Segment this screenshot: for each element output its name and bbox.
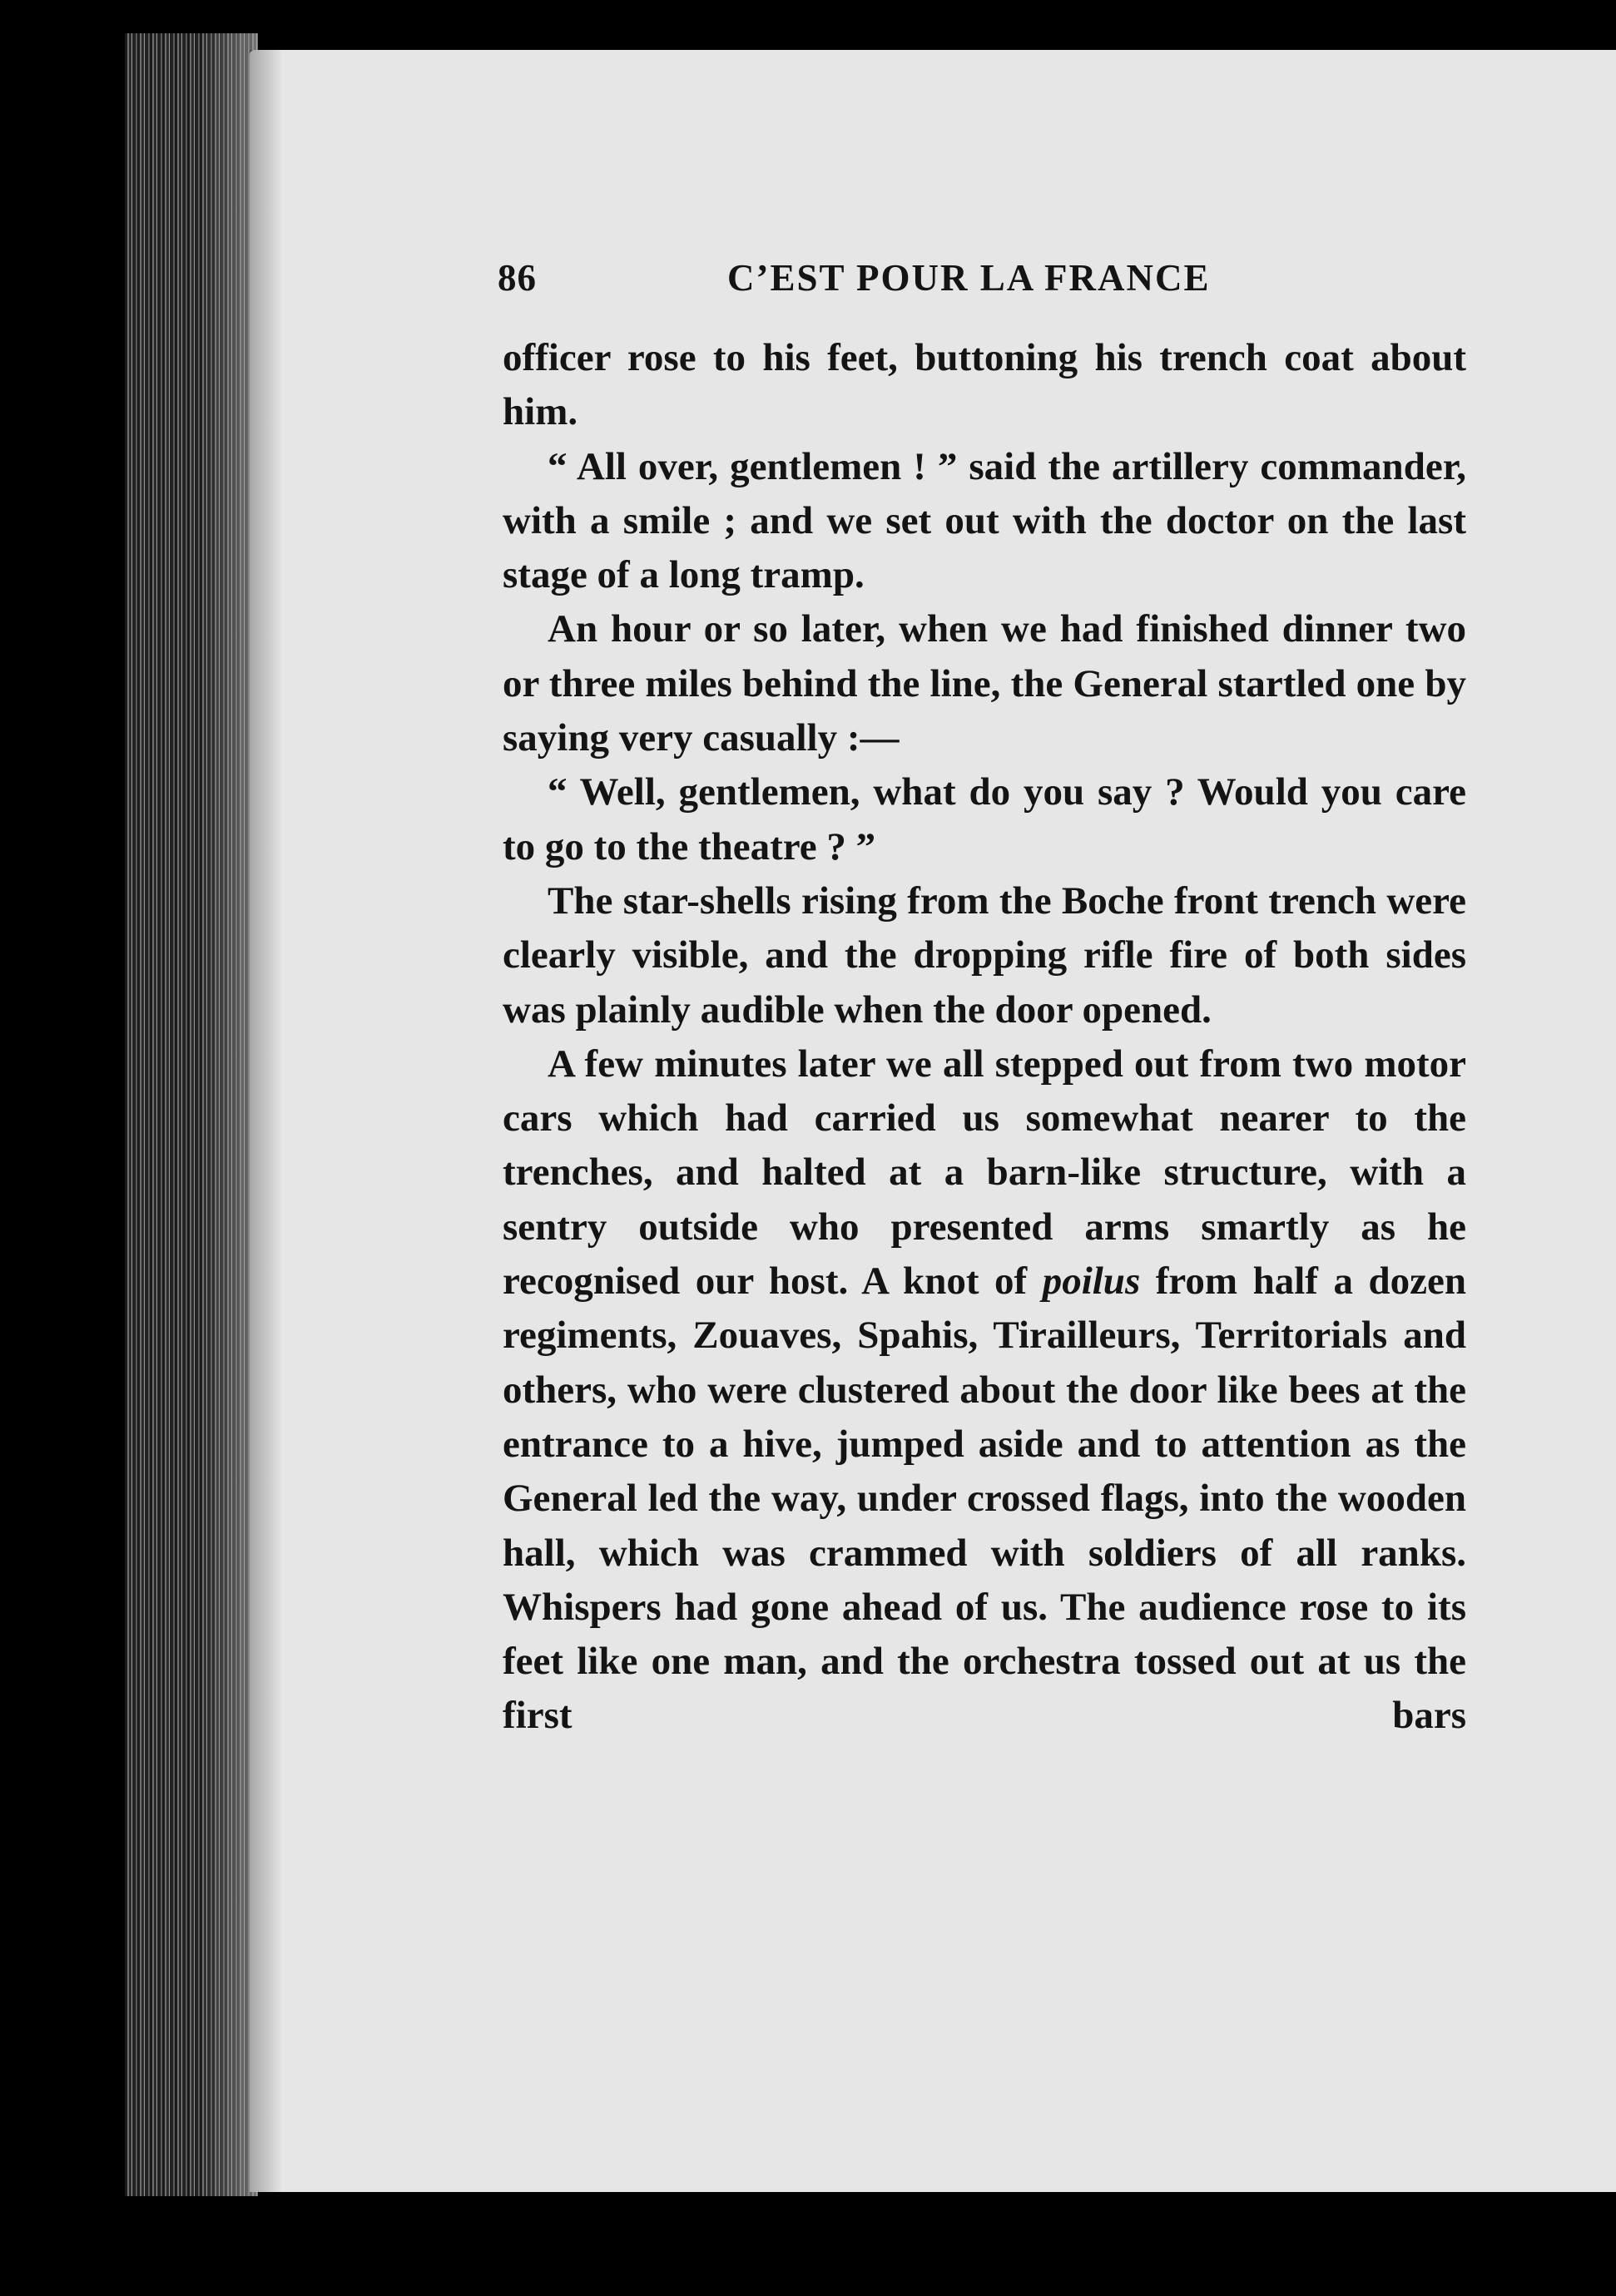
- paragraph-6-text-end: from half a dozen regiments, Zouaves, Spahis, Tirailleurs, Territorials and others, who were clustered about the door like bees at the entrance to a hive, jumped aside and to attention as the General led the way, under crossed flags, into the wooden hall, which was crammed with soldiers of all ranks. Whispers had gone ahead of us. The audience rose to its feet like one man, and the orchestra tossed out at us the first bars: [503, 1259, 1466, 1738]
- paragraph-2: “ All over, gentlemen ! ” said the artillery commander, with a smile ; and we set out with the doctor on the last stage of a long tramp.: [503, 444, 1466, 597]
- running-header: [498, 256, 1471, 306]
- body-text: [503, 331, 1466, 1744]
- paragraph-5: The star-shells rising from the Boche front trench were clearly visible, and the dropping rifle fire of both sides was plainly audible when the door opened.: [503, 878, 1466, 1032]
- running-title: C’EST POUR LA FRANCE: [727, 257, 1211, 299]
- paragraph-1: officer rose to his feet, buttoning his trench coat about him.: [503, 336, 1466, 434]
- paragraph-4: “ Well, gentlemen, what do you say ? Would you care to go to the theatre ? ”: [503, 770, 1466, 868]
- paragraph-3: An hour or so later, when we had finished dinner two or three miles behind the line, the General startled one by saying very casually :—: [503, 607, 1466, 760]
- paragraph-6: [503, 1037, 1466, 1744]
- paragraph-6-italic-word: poilus: [1042, 1259, 1141, 1304]
- page-gutter-shadow: [250, 50, 283, 2192]
- page-number: 86: [498, 257, 537, 299]
- paragraph-6-text-start: A few minutes later we all stepped out from two motor cars which had carried us somewhat nearer to the trenches, and halted at a barn-like structure, with a sentry outside who presented arms smartly as he recognised our host. A knot of: [503, 1042, 1466, 1304]
